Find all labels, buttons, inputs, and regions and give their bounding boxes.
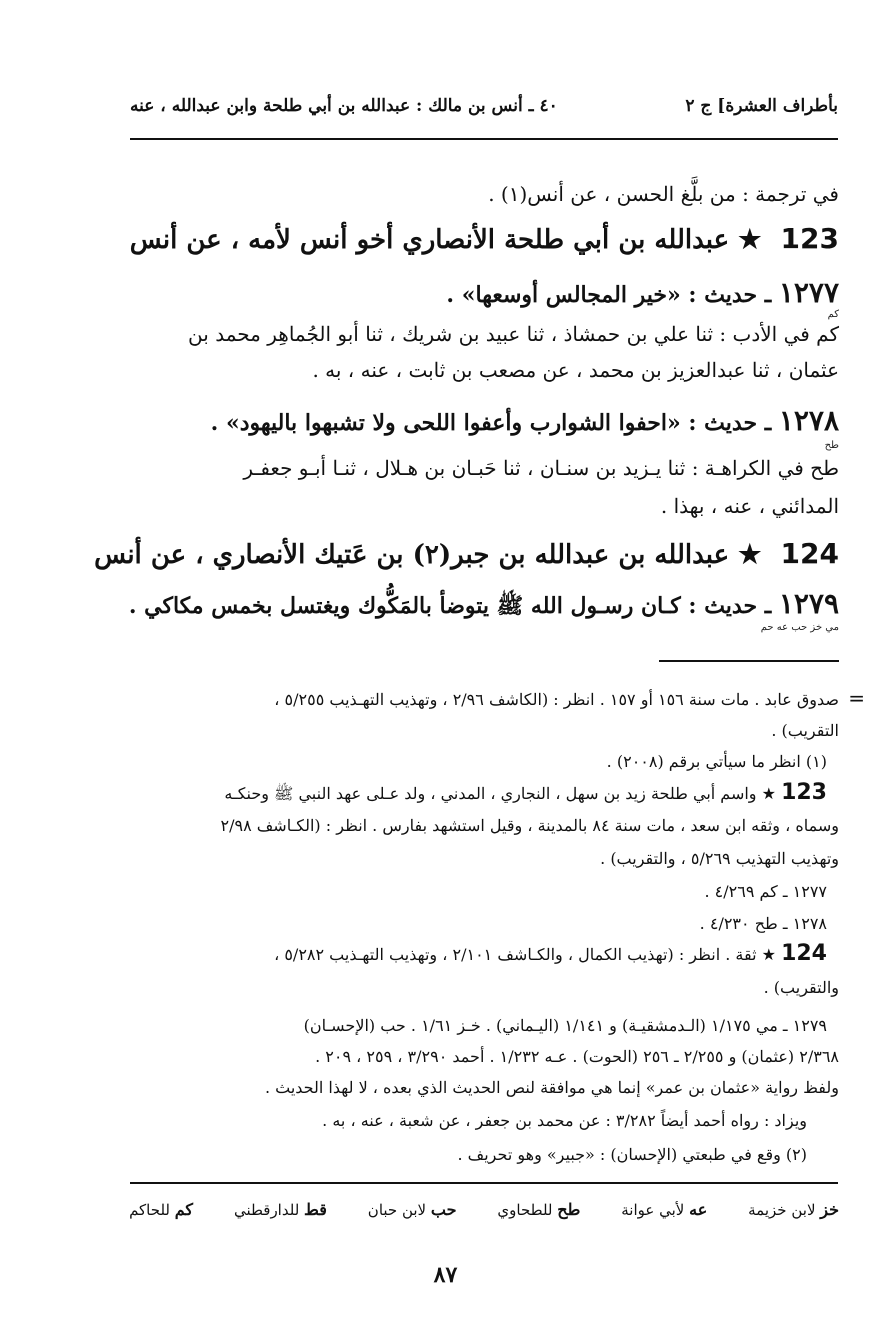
footnote-1277: ١٢٧٧ ـ كم ٤/٢٦٩ . bbox=[704, 882, 827, 901]
source-sigla: مي خز حب عه حم bbox=[760, 622, 839, 633]
star-icon: ★ bbox=[738, 225, 762, 255]
body-line-1278-a: طح في الكراهـة : ثنا يـزيد بن سنـان ، ثنا حَبـان بن هـلال ، ثنـا أبـو جعفـر bbox=[243, 456, 839, 480]
legend-item: خز لابن خزيمة bbox=[748, 1200, 839, 1219]
hadith-text: ـ حديث : كـان رسـول الله ﷺ يتوضأ بالمَكُّوك ويغتسل بخمس مكاكي . bbox=[128, 593, 772, 619]
body-line-1277-a: كم في الأدب : ثنا علي بن حمشاذ ، ثنا عبيد بن شريك ، ثنا أبو الجُماهِر محمد بن bbox=[188, 322, 839, 346]
body-line-1: في ترجمة : من بلَّغ الحسن ، عن أنس(١) . bbox=[488, 182, 839, 206]
footnote-2: (٢) وقع في طبعتي (الإحسان) : «جبير» وهو تحريف . bbox=[457, 1145, 807, 1164]
hadith-1278 bbox=[129, 404, 839, 437]
footnote-entry-number: 123 bbox=[781, 780, 827, 805]
footnote-123-b: وسماه ، وثقه ابن سعد ، مات سنة ٨٤ بالمدينة ، وقيل استشهد بفارس . انظر : (الكـاشف ٢/٩٨ bbox=[220, 816, 839, 835]
legend-item: قط للدارقطني bbox=[233, 1200, 327, 1219]
hadith-number: ١٢٧٨ bbox=[778, 404, 839, 437]
entry-title: عبدالله بن أبي طلحة الأنصاري أخو أنس لأمه ، عن أنس bbox=[129, 225, 730, 255]
star-icon: ★ bbox=[761, 784, 776, 803]
footnote-text: واسم أبي طلحة زيد بن سهل ، النجاري ، المدني ، ولد عـلى عهد النبي ﷺ وحنكـه bbox=[224, 784, 757, 803]
legend-item: كم للحاكم bbox=[129, 1200, 194, 1219]
hadith-number: ١٢٧٩ bbox=[778, 587, 839, 620]
entry-124 bbox=[94, 537, 839, 570]
footnote-1: (١) انظر ما سيأتي برقم (٢٠٠٨) . bbox=[606, 752, 827, 771]
legend-rule bbox=[130, 1182, 838, 1184]
legend-item: عه لأبي عوانة bbox=[621, 1200, 708, 1219]
body-line-1278-b: المدائني ، عنه ، بهذا . bbox=[660, 494, 839, 518]
hadith-1279 bbox=[129, 587, 839, 624]
header-section-title: ٤٠ ـ أنس بن مالك : عبدالله بن أبي طلحة وابن عبدالله ، عنه bbox=[130, 96, 558, 116]
footnote-rule bbox=[659, 660, 839, 662]
entry-title: عبدالله بن عبدالله بن جبر(٢) بن عَتيك الأنصاري ، عن أنس bbox=[94, 540, 730, 570]
footnote-1279-d: ويزاد : رواه أحمد أيضاً ٣/٢٨٢ : عن محمد بن جعفر ، عن شعبة ، عنه ، به . bbox=[322, 1111, 807, 1130]
hadith-number: ١٢٧٧ bbox=[778, 276, 839, 309]
footnote-text: ثقة . انظر : (تهذيب الكمال ، والكـاشف ٢/١٠١ ، وتهذيب التهـذيب ٥/٢٨٢ ، bbox=[274, 945, 757, 964]
continuation-mark: = bbox=[848, 686, 865, 710]
footnote-1279-a: ١٢٧٩ ـ مي ١/١٧٥ (الـدمشقيـة) و ١/١٤١ (اليـماني) . خـز ١/٦١ . حب (الإحسـان) bbox=[303, 1016, 827, 1035]
page-number: ٨٧ bbox=[433, 1262, 458, 1288]
legend-item: طح للطحاوي bbox=[497, 1200, 581, 1219]
body-line-1277-b: عثمان ، ثنا عبدالعزيز بن محمد ، عن مصعب بن ثابت ، عنه ، به . bbox=[312, 358, 839, 382]
header-rule bbox=[130, 138, 838, 140]
hadith-1277 bbox=[129, 276, 839, 309]
footnote-continued-a: صدوق عابد . مات سنة ١٥٦ أو ١٥٧ . انظر : (الكاشف ٢/٩٦ ، وتهذيب التهـذيب ٥/٢٥٥ ، bbox=[274, 690, 839, 709]
header-book-title: بأطراف العشرة] ج ٢ bbox=[685, 96, 838, 116]
star-icon: ★ bbox=[738, 540, 762, 570]
footnote-1279-b: ٢/٣٦٨ (عثمان) و ٢/٢٥٥ ـ ٢٥٦ (الحوت) . عـه ١/٢٣٢ . أحمد ٣/٢٩٠ ، ٢٥٩ ، ٢٠٩ . bbox=[315, 1047, 839, 1066]
footnote-1278: ١٢٧٨ ـ طح ٤/٢٣٠ . bbox=[699, 914, 827, 933]
sigla-legend bbox=[129, 1200, 839, 1219]
footnote-124-b: والتقريب) . bbox=[763, 978, 839, 997]
hadith-text: ـ حديث : «خير المجالس أوسعها» . bbox=[446, 282, 772, 308]
footnote-123-c: وتهذيب التهذيب ٥/٢٦٩ ، والتقريب) . bbox=[600, 849, 839, 868]
source-siglum: كم bbox=[827, 309, 839, 320]
running-header bbox=[130, 96, 838, 116]
footnote-124 bbox=[129, 938, 827, 970]
entry-number: 123 bbox=[780, 222, 839, 255]
entry-number: 124 bbox=[780, 537, 839, 570]
hadith-text: ـ حديث : «احفوا الشوارب وأعفوا اللحى ولا تشبهوا باليهود» . bbox=[210, 410, 772, 436]
footnote-continued-b: التقريب) . bbox=[771, 721, 839, 740]
footnote-123 bbox=[129, 777, 827, 809]
source-siglum: طح bbox=[824, 440, 839, 451]
legend-item: حب لابن حبان bbox=[367, 1200, 457, 1219]
footnote-1279-c: ولفظ رواية «عثمان بن عمر» إنما هي موافقة لنص الحديث الذي بعده ، لا لهذا الحديث . bbox=[264, 1078, 839, 1097]
footnote-entry-number: 124 bbox=[781, 941, 827, 966]
entry-123 bbox=[129, 222, 839, 255]
star-icon: ★ bbox=[761, 945, 776, 964]
